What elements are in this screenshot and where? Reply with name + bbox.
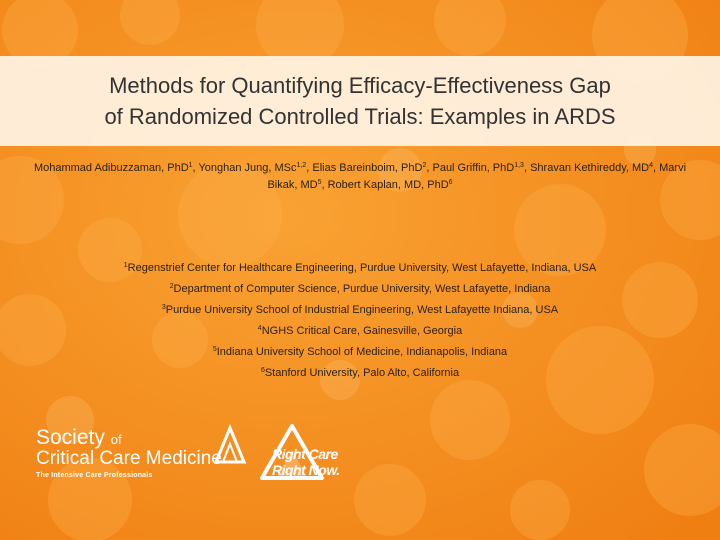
author: Shravan Kethireddy, $MD^4$, xyxy=(530,162,660,174)
affiliation: $^3$Purdue University School of Industrial Engineering, West Lafayette Indiana, USA xyxy=(161,304,559,316)
slide-title xyxy=(0,70,720,132)
title-line-1: Methods for Quantifying Efficacy-Effectiveness Gap xyxy=(109,73,611,98)
author-list xyxy=(20,160,700,194)
author: Marvi Bikak, $MD^5$, xyxy=(267,162,687,191)
right-now-text: Right Now. xyxy=(272,462,340,478)
affiliation: $^5$Indiana University School of Medicine, Indianapolis, Indiana xyxy=(212,346,508,358)
sccm-logo-line1: Society of xyxy=(36,426,122,449)
author: Paul Griffin, PhD$^{1,3}$, xyxy=(432,162,531,174)
affiliation: $^2$Department of Computer Science, Purdue University, West Lafayette, Indiana xyxy=(169,283,551,295)
author: Mohammad Adibuzzaman, PhD$^1$, xyxy=(33,162,199,174)
sccm-logo-line2: Critical Care Medicine xyxy=(36,448,222,469)
title-line-2: of Randomized Controlled Trials: Examples in ARDS xyxy=(104,104,616,129)
affiliation: $^4$NGHS Critical Care, Gainesville, Georgia xyxy=(257,325,463,337)
sccm-triangle-icon xyxy=(212,418,248,466)
affiliation: $^6$Stanford University, Palo Alto, California xyxy=(260,367,460,379)
author: Elias Bareinboim, PhD$^2$, xyxy=(312,162,433,174)
sccm-logo xyxy=(36,418,246,488)
author: Yonghan Jung, MSc$^{1,2}$, xyxy=(198,162,313,174)
sccm-logo-tagline: The Intensive Care Professionals xyxy=(36,472,153,479)
right-care-right-now-logo xyxy=(256,420,366,490)
affiliation-list xyxy=(20,258,700,384)
author: Robert Kaplan, MD, PhD$^6$ xyxy=(327,179,453,191)
right-care-text: Right Care xyxy=(272,446,338,462)
affiliation: $^1$Regenstrief Center for Healthcare Engineering, Purdue University, West Lafayette, Indiana, USA xyxy=(123,262,597,274)
